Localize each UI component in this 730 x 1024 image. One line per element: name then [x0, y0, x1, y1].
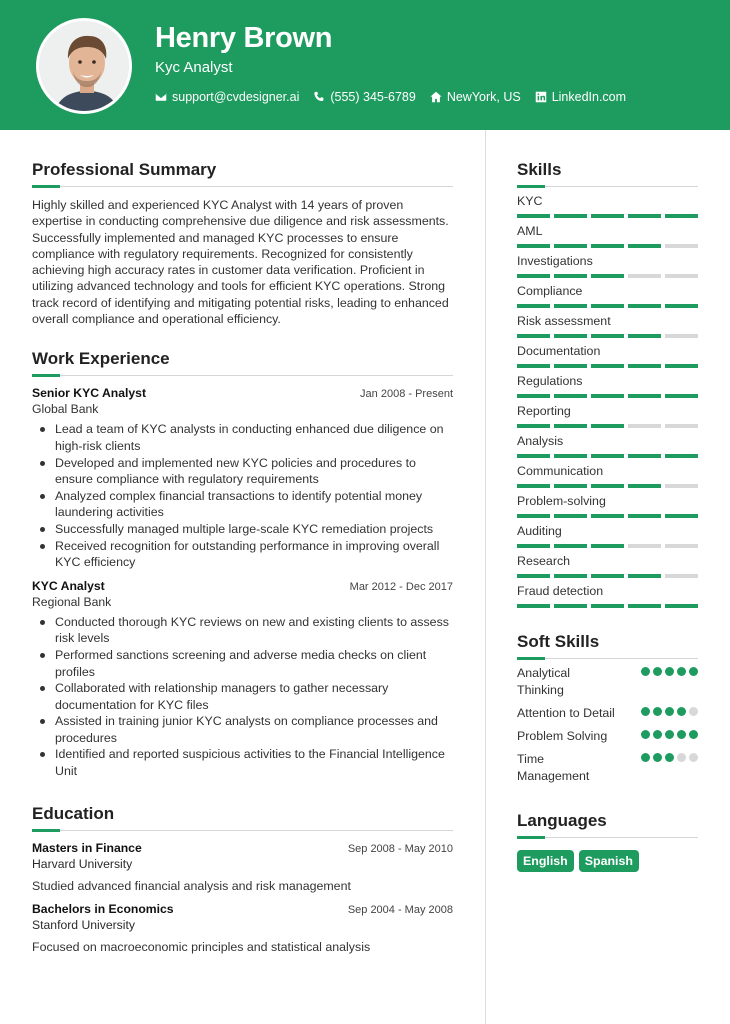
skill-name: Research — [517, 554, 571, 568]
rating-dot — [689, 707, 698, 716]
skill-item — [517, 343, 698, 368]
education-entry — [32, 902, 453, 954]
skill-level-segment — [591, 424, 624, 428]
skill-level-bar — [517, 244, 698, 248]
skill-level-segment — [554, 454, 587, 458]
job-bullet: Successfully managed multiple large-scale KYC remediation projects — [39, 521, 453, 538]
skill-level-segment — [517, 274, 550, 278]
job-bullet: Collaborated with relationship managers to gather necessary documentation for KYC files — [39, 680, 453, 713]
home-icon — [430, 91, 442, 103]
job-bullet: Analyzed complex financial transactions to identify potential money laundering activities — [39, 488, 453, 521]
soft-skills-heading: Soft Skills — [517, 632, 698, 659]
envelope-icon — [155, 91, 167, 103]
skill-level-segment — [628, 364, 661, 368]
skill-name: Analysis — [517, 434, 564, 448]
skill-level-segment — [554, 514, 587, 518]
rating-dot — [653, 730, 662, 739]
skill-level-bar — [517, 574, 698, 578]
rating-dot — [677, 730, 686, 739]
skills-list — [517, 193, 698, 608]
rating-dot — [653, 667, 662, 676]
contact-linkedin[interactable] — [535, 90, 626, 104]
skill-level-segment — [628, 214, 661, 218]
skill-level-segment — [665, 484, 698, 488]
skill-name: Communication — [517, 464, 604, 478]
job-date: Mar 2012 - Dec 2017 — [349, 580, 453, 593]
skill-name: Fraud detection — [517, 584, 604, 598]
education-section — [32, 804, 453, 954]
soft-skill-name: Time Management — [517, 752, 590, 783]
skill-level-segment — [554, 214, 587, 218]
degree-title: Masters in Finance — [32, 840, 142, 855]
skill-level-segment — [628, 244, 661, 248]
skill-level-segment — [591, 214, 624, 218]
skill-level-segment — [628, 604, 661, 608]
skill-item — [517, 523, 698, 548]
skill-level-segment — [628, 514, 661, 518]
job-title: KYC Analyst — [32, 578, 105, 593]
skill-level-segment — [591, 454, 624, 458]
soft-skill-name: Problem Solving — [517, 729, 608, 743]
skill-level-segment — [665, 424, 698, 428]
skill-name: Investigations — [517, 254, 593, 268]
contact-linkedin-text: LinkedIn.com — [551, 90, 627, 104]
skill-level-segment — [591, 574, 624, 578]
rating-dot — [653, 753, 662, 762]
school-name: Harvard University — [32, 856, 133, 871]
language-tag: English — [517, 850, 574, 872]
skill-level-segment — [665, 214, 698, 218]
skill-level-segment — [665, 454, 698, 458]
skill-item — [517, 313, 698, 338]
rating-dot — [689, 730, 698, 739]
sidebar-column — [517, 160, 698, 872]
skill-level-segment — [628, 334, 661, 338]
skill-level-segment — [665, 244, 698, 248]
resume-header — [0, 0, 730, 130]
soft-skill-item — [517, 751, 698, 785]
soft-skills-list — [517, 665, 698, 785]
soft-skills-section — [517, 632, 698, 785]
skill-level-segment — [591, 334, 624, 338]
skill-level-segment — [517, 244, 550, 248]
skill-level-segment — [628, 484, 661, 488]
skill-level-segment — [517, 454, 550, 458]
phone-icon — [313, 91, 325, 103]
job-bullet: Lead a team of KYC analysts in conducting enhanced due diligence on high-risk clients — [39, 421, 453, 454]
education-description: Focused on macroeconomic principles and statistical analysis — [32, 939, 371, 954]
job-bullets — [32, 614, 453, 780]
skill-level-segment — [554, 604, 587, 608]
languages-section — [517, 811, 698, 872]
skill-level-segment — [554, 274, 587, 278]
rating-dot — [641, 753, 650, 762]
profile-photo — [36, 18, 132, 114]
degree-title: Bachelors in Economics — [32, 901, 174, 916]
summary-section — [32, 160, 453, 327]
skill-item — [517, 223, 698, 248]
summary-heading: Professional Summary — [32, 160, 453, 187]
skill-level-segment — [665, 394, 698, 398]
language-tag: Spanish — [579, 850, 639, 872]
skill-level-bar — [517, 544, 698, 548]
school-name: Stanford University — [32, 917, 135, 932]
skill-name: AML — [517, 224, 543, 238]
soft-skill-item — [517, 705, 698, 722]
job-bullet: Identified and reported suspicious activities to the Financial Intelligence Unit — [39, 746, 453, 779]
skill-level-segment — [554, 394, 587, 398]
skill-level-segment — [591, 514, 624, 518]
skill-item — [517, 463, 698, 488]
skill-level-segment — [517, 424, 550, 428]
column-divider — [485, 130, 486, 1024]
skill-level-segment — [554, 544, 587, 548]
skill-level-segment — [628, 544, 661, 548]
skill-level-bar — [517, 454, 698, 458]
profile-photo-illustration — [39, 21, 132, 114]
rating-dot — [665, 707, 674, 716]
rating-dot — [653, 707, 662, 716]
skill-level-segment — [554, 304, 587, 308]
education-heading: Education — [32, 804, 453, 831]
skill-level-segment — [554, 424, 587, 428]
skill-item — [517, 253, 698, 278]
skill-level-segment — [665, 514, 698, 518]
job-title: Senior KYC Analyst — [32, 386, 147, 401]
skill-level-segment — [665, 274, 698, 278]
skill-level-segment — [665, 304, 698, 308]
skill-level-segment — [554, 334, 587, 338]
skill-level-segment — [517, 544, 550, 548]
soft-skill-rating — [641, 707, 698, 716]
skill-level-bar — [517, 334, 698, 338]
rating-dot — [665, 730, 674, 739]
skill-level-bar — [517, 214, 698, 218]
skill-level-segment — [517, 214, 550, 218]
skill-level-segment — [628, 274, 661, 278]
candidate-role: Kyc Analyst — [155, 59, 233, 76]
skill-level-segment — [665, 574, 698, 578]
skill-level-segment — [517, 574, 550, 578]
skill-level-bar — [517, 424, 698, 428]
skill-level-segment — [517, 514, 550, 518]
skill-level-segment — [591, 304, 624, 308]
skill-item — [517, 283, 698, 308]
job-bullet: Assisted in training junior KYC analysts on compliance processes and procedures — [39, 713, 453, 746]
education-entry — [32, 841, 453, 893]
skill-level-segment — [591, 484, 624, 488]
skill-name: Problem-solving — [517, 494, 606, 508]
skill-name: KYC — [517, 194, 543, 208]
skill-level-segment — [591, 364, 624, 368]
skill-name: Regulations — [517, 374, 583, 388]
rating-dot — [677, 707, 686, 716]
rating-dot — [689, 667, 698, 676]
job-bullet: Received recognition for outstanding performance in improving overall KYC efficiency — [39, 538, 453, 571]
skill-name: Reporting — [517, 404, 571, 418]
experience-heading: Work Experience — [32, 349, 453, 376]
job-entry — [32, 386, 453, 570]
rating-dot — [665, 753, 674, 762]
skill-level-segment — [517, 304, 550, 308]
skill-level-bar — [517, 604, 698, 608]
candidate-name: Henry Brown — [155, 22, 333, 54]
skill-level-segment — [517, 394, 550, 398]
skill-level-bar — [517, 484, 698, 488]
summary-text: Highly skilled and experienced KYC Analyst with 14 years of proven expertise in conducting comprehensive due diligence and risk assessments. Successfully implemented and managed KYC processes to ensure compliance with regulatory requirements. Recognized for consistently achieving high accuracy rates in customer data verification. Proficient in utilizing advanced technology and tools for efficient KYC operations. Strong track record of identifying and mitigating potential risks, leading to enhanced overall compliance and operational efficiency. — [32, 198, 449, 327]
skill-item — [517, 193, 698, 218]
skill-level-segment — [517, 484, 550, 488]
soft-skill-rating — [641, 753, 698, 762]
rating-dot — [641, 667, 650, 676]
skill-level-bar — [517, 394, 698, 398]
skill-level-segment — [665, 364, 698, 368]
skill-level-segment — [517, 334, 550, 338]
contact-phone-text: (555) 345-6789 — [330, 90, 416, 104]
job-company: Regional Bank — [32, 594, 112, 609]
contact-email-text: support@cvdesigner.ai — [172, 90, 300, 104]
soft-skill-name: Attention to Detail — [517, 706, 615, 720]
job-bullet: Performed sanctions screening and adverse media checks on client profiles — [39, 647, 453, 680]
linkedin-icon — [535, 91, 547, 103]
skill-level-segment — [665, 334, 698, 338]
skill-level-segment — [628, 394, 661, 398]
languages-list — [517, 850, 698, 872]
skill-level-segment — [517, 604, 550, 608]
soft-skill-item — [517, 665, 698, 699]
skill-level-segment — [554, 484, 587, 488]
soft-skill-rating — [641, 667, 698, 676]
skill-level-segment — [628, 454, 661, 458]
skill-level-segment — [628, 424, 661, 428]
skills-section — [517, 160, 698, 608]
skill-name: Auditing — [517, 524, 562, 538]
skill-level-segment — [591, 274, 624, 278]
contact-location-text: NewYork, US — [446, 90, 521, 104]
skill-level-segment — [665, 544, 698, 548]
education-date: Sep 2008 - May 2010 — [347, 842, 453, 855]
skill-level-segment — [554, 364, 587, 368]
skill-name: Compliance — [517, 284, 583, 298]
skill-level-segment — [591, 544, 624, 548]
job-bullet: Developed and implemented new KYC policies and procedures to ensure compliance with regulatory requirements — [39, 455, 453, 488]
languages-heading: Languages — [517, 811, 698, 838]
skill-item — [517, 433, 698, 458]
job-bullet: Conducted thorough KYC reviews on new and existing clients to assess risk levels — [39, 614, 453, 647]
skill-level-bar — [517, 304, 698, 308]
skill-item — [517, 493, 698, 518]
skill-level-bar — [517, 274, 698, 278]
skill-name: Risk assessment — [517, 314, 611, 328]
rating-dot — [677, 667, 686, 676]
job-bullets — [32, 421, 453, 570]
skills-heading: Skills — [517, 160, 698, 187]
skill-item — [517, 583, 698, 608]
job-date: Jan 2008 - Present — [360, 388, 453, 401]
job-company: Global Bank — [32, 402, 99, 417]
rating-dot — [641, 707, 650, 716]
contact-location — [430, 90, 521, 104]
soft-skill-item — [517, 728, 698, 745]
main-column — [32, 160, 453, 954]
education-date: Sep 2004 - May 2008 — [347, 903, 453, 916]
skill-item — [517, 373, 698, 398]
education-description: Studied advanced financial analysis and risk management — [32, 878, 351, 893]
job-entry — [32, 579, 453, 780]
contact-email[interactable] — [155, 90, 299, 104]
skill-level-segment — [665, 604, 698, 608]
rating-dot — [665, 667, 674, 676]
soft-skill-name: Analytical Thinking — [517, 666, 571, 697]
skill-level-bar — [517, 364, 698, 368]
experience-section — [32, 349, 453, 779]
contact-bar — [155, 90, 626, 104]
skill-level-segment — [591, 394, 624, 398]
rating-dot — [689, 753, 698, 762]
skill-level-segment — [591, 244, 624, 248]
skill-level-segment — [628, 304, 661, 308]
rating-dot — [641, 730, 650, 739]
skill-level-segment — [554, 574, 587, 578]
skill-name: Documentation — [517, 344, 601, 358]
skill-level-bar — [517, 514, 698, 518]
skill-level-segment — [628, 574, 661, 578]
skill-level-segment — [517, 364, 550, 368]
soft-skill-rating — [641, 730, 698, 739]
skill-level-segment — [591, 604, 624, 608]
skill-item — [517, 553, 698, 578]
skill-level-segment — [554, 244, 587, 248]
contact-phone[interactable] — [313, 90, 415, 104]
skill-item — [517, 403, 698, 428]
rating-dot — [677, 753, 686, 762]
